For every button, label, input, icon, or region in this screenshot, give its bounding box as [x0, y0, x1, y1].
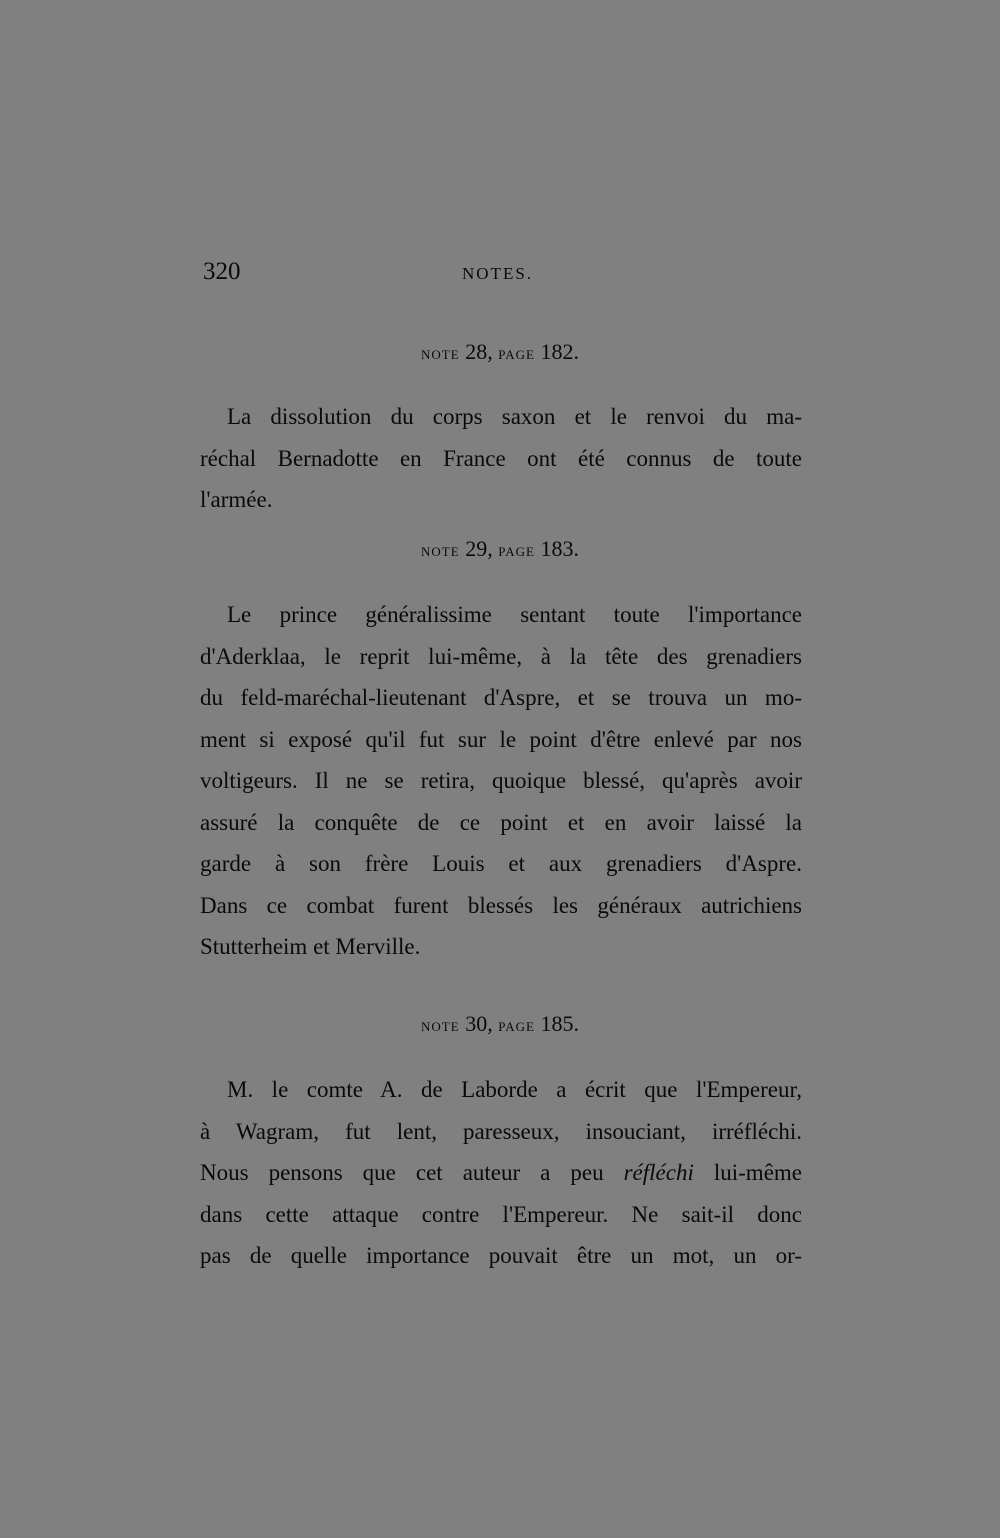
note-heading-29 [200, 536, 800, 562]
text-segment: Nous pensons que cet auteur a peu [200, 1160, 624, 1185]
page-reference: 185. [540, 1011, 579, 1036]
page-label: page [498, 540, 535, 560]
page-label: page [498, 1015, 535, 1035]
text-line: garde à son frère Louis et aux grenadiers d'Aspre. [200, 851, 802, 876]
note-number: 28, [465, 339, 493, 364]
note-heading-30 [200, 1011, 800, 1037]
text-line: La dissolution du corps saxon et le renvoi du ma- [227, 404, 802, 429]
text-line: d'Aderklaa, le reprit lui-même, à la tête des grenadiers [200, 643, 802, 669]
italic-word: réfléchi [623, 1160, 694, 1185]
note-number: 30, [465, 1011, 493, 1036]
text-line: du feld-maréchal-lieutenant d'Aspre, et se trouva un mo- [200, 685, 802, 710]
note-label: note [421, 540, 460, 560]
text-line: Stutterheim et Merville. [200, 934, 421, 959]
text-line: Le prince généralissime sentant toute l'importance [227, 602, 802, 627]
running-title: NOTES. [462, 264, 534, 283]
note-label: note [421, 1015, 460, 1035]
note-heading-28 [200, 339, 800, 365]
running-head [203, 258, 803, 294]
text-line-with-italic [200, 1152, 802, 1194]
text-line: réchal Bernadotte en France ont été connus de toute [200, 445, 802, 471]
text-line: pas de quelle importance pouvait être un mot, un or- [200, 1243, 802, 1268]
page-reference: 182. [540, 339, 579, 364]
text-line: voltigeurs. Il ne se retira, quoique blessé, qu'après avoir [200, 768, 802, 793]
page-reference: 183. [540, 536, 579, 561]
note-body-28 [200, 396, 802, 521]
text-line: M. le comte A. de Laborde a écrit que l'Empereur, [227, 1077, 802, 1102]
page-number: 320 [203, 258, 241, 285]
page-label: page [498, 343, 535, 363]
text-line: assuré la conquête de ce point et en avoir laissé la [200, 809, 802, 835]
note-body-29 [200, 594, 802, 968]
note-label: note [421, 343, 460, 363]
text-line: Dans ce combat furent blessés les généraux autrichiens [200, 892, 802, 918]
text-line: dans cette attaque contre l'Empereur. Ne sait-il donc [200, 1201, 802, 1227]
text-line: à Wagram, fut lent, paresseux, insouciant, irréfléchi. [200, 1118, 802, 1144]
note-number: 29, [465, 536, 493, 561]
text-line: l'armée. [200, 487, 273, 512]
note-body-30 [200, 1069, 802, 1277]
text-segment: lui-même [693, 1160, 802, 1185]
text-line: ment si exposé qu'il fut sur le point d'être enlevé par nos [200, 726, 802, 752]
